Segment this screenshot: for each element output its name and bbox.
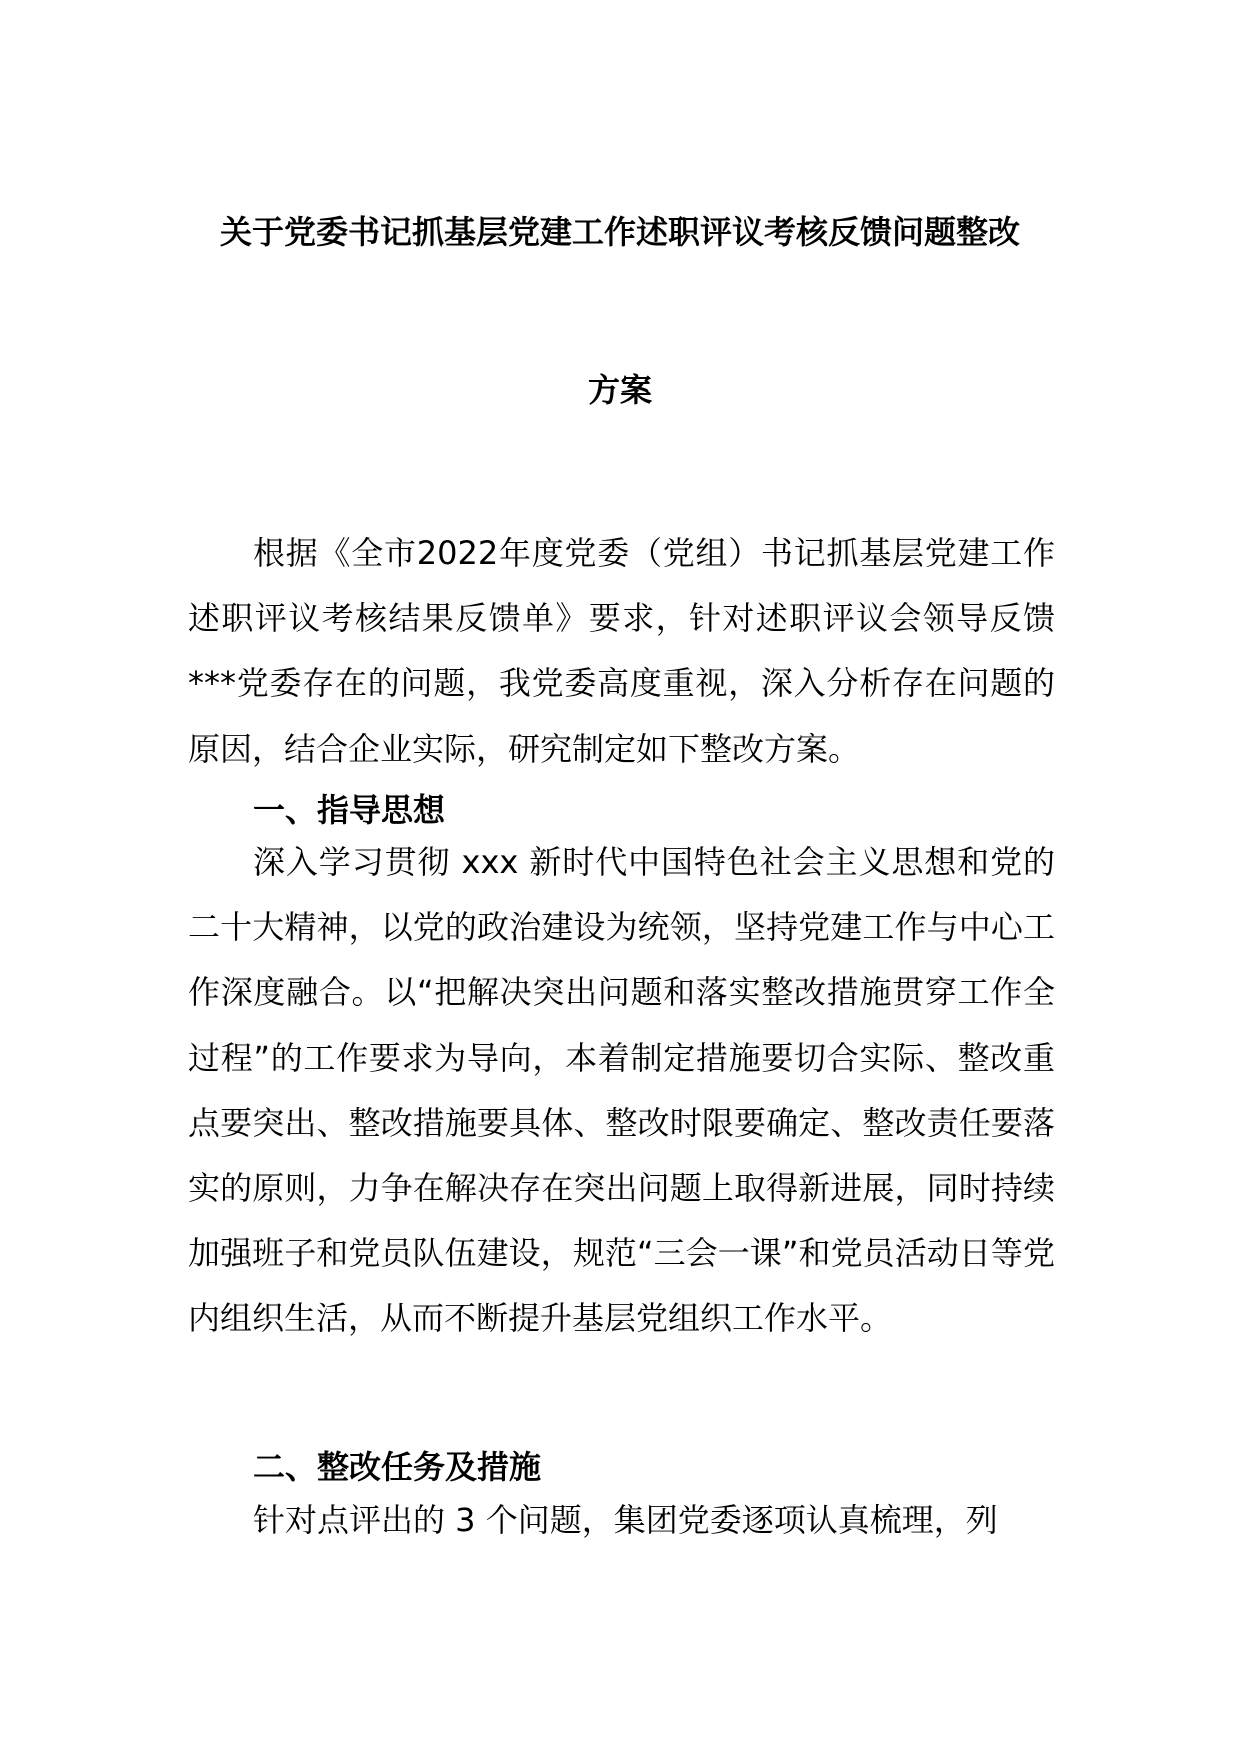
section-paragraph-rectification-tasks: 针对点评出的 3 个问题，集团党委逐项认真梳理，列 (253, 1501, 998, 1539)
section-heading-rectification-tasks: 二、整改任务及措施 (253, 1448, 542, 1486)
section-paragraph-guiding-ideology: 深入学习贯彻 xxx 新时代中国特色社会主义思想和党的二十大精神，以党的政治建设为统领，坚持党建工作与中心工作深度融合。以“把解决突出问题和落实整改措施贯穿工作全过程”的工作要求为导向，本着制定措施要切合实际、整改重点要突出、整改措施要具体、整改时限要确定、整改责任要落实的原则，力争在解决存在突出问题上取得新进展，同时持续加强班子和党员队伍建设，规范“三会一课”和党员活动日等党内组织生活，从而不断提升基层党组织工作水平。 (188, 843, 1055, 1338)
intro-paragraph: 根据《全市2022年度党委（党组）书记抓基层党建工作述职评议考核结果反馈单》要求，针对述职评议会领导反馈***党委存在的问题，我党委高度重视，深入分析存在问题的原因，结合企业实际，研究制定如下整改方案。 (188, 534, 1055, 768)
document-title-line-1: 关于党委书记抓基层党建工作述职评议考核反馈问题整改 (219, 213, 1020, 251)
document-title-line-2: 方案 (587, 371, 652, 409)
section-heading-guiding-ideology: 一、指导思想 (253, 791, 446, 829)
